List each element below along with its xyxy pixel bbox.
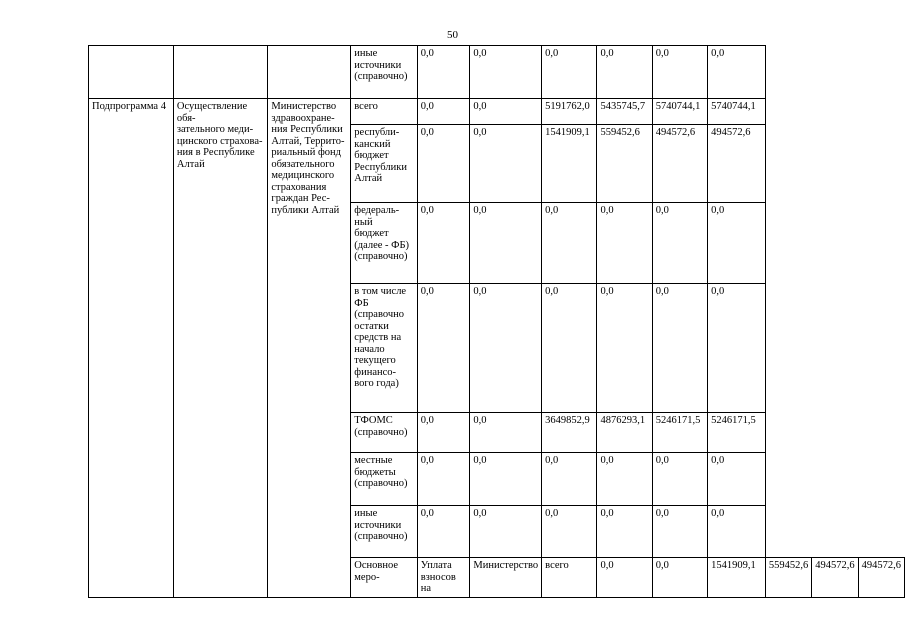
- name-cell: [173, 46, 268, 99]
- value-cell: 0,0: [597, 46, 652, 99]
- value-cell: 0,0: [470, 125, 542, 203]
- subprogram-executor: Министерство здравоохране- ния Республики Алтай, Террито- риальный фонд обязательного медицинского страхования граждан Рес- публики Алтай: [268, 99, 351, 598]
- value-cell: 0,0: [708, 46, 766, 99]
- value-cell: 0,0: [652, 203, 707, 284]
- source-cell: иные источники (справочно): [351, 506, 417, 558]
- table-row: [89, 46, 905, 99]
- value-cell: 0,0: [542, 453, 597, 506]
- value-cell: 0,0: [652, 284, 707, 413]
- value-cell: 0,0: [597, 558, 652, 598]
- value-cell: 0,0: [417, 284, 470, 413]
- value-cell: 0,0: [470, 453, 542, 506]
- value-cell: 494572,6: [652, 125, 707, 203]
- value-cell: 1541909,1: [708, 558, 766, 598]
- value-cell: 0,0: [417, 413, 470, 453]
- page-number: 50: [447, 29, 458, 41]
- program-cell: [89, 46, 174, 99]
- value-cell: 0,0: [597, 506, 652, 558]
- subprogram-name: Осуществление обя- зательного меди- цинского страхова- ния в Республике Алтай: [173, 99, 268, 598]
- value-cell: 0,0: [542, 284, 597, 413]
- program-funding-table: [88, 45, 905, 598]
- value-cell: 494572,6: [708, 125, 766, 203]
- subprogram-label: Подпрограмма 4: [89, 99, 174, 598]
- source-cell: всего: [542, 558, 597, 598]
- source-cell: местные бюджеты (справочно): [351, 453, 417, 506]
- value-cell: 0,0: [652, 453, 707, 506]
- value-cell: 0,0: [652, 46, 707, 99]
- value-cell: 5246171,5: [652, 413, 707, 453]
- value-cell: 559452,6: [765, 558, 811, 598]
- source-cell: иные источники (справочно): [351, 46, 417, 99]
- value-cell: 494572,6: [812, 558, 858, 598]
- source-cell: республи- канский бюджет Республики Алтай: [351, 125, 417, 203]
- executor-cell: [268, 46, 351, 99]
- value-cell: 494572,6: [858, 558, 904, 598]
- value-cell: 0,0: [470, 413, 542, 453]
- value-cell: 0,0: [597, 453, 652, 506]
- value-cell: 5740744,1: [708, 99, 766, 125]
- value-cell: 5740744,1: [652, 99, 707, 125]
- value-cell: 0,0: [470, 46, 542, 99]
- source-cell: федераль- ный бюджет (далее - ФБ) (справочно): [351, 203, 417, 284]
- value-cell: 5435745,7: [597, 99, 652, 125]
- value-cell: 559452,6: [597, 125, 652, 203]
- main-activity-label: Основное меро-: [351, 558, 417, 598]
- value-cell: 0,0: [652, 558, 707, 598]
- value-cell: 4876293,1: [597, 413, 652, 453]
- value-cell: 0,0: [470, 203, 542, 284]
- source-cell: в том числе ФБ (справочно остатки средств на начало текущего финансо- вого года): [351, 284, 417, 413]
- value-cell: 5191762,0: [542, 99, 597, 125]
- value-cell: 0,0: [542, 203, 597, 284]
- value-cell: 0,0: [708, 284, 766, 413]
- value-cell: 0,0: [597, 203, 652, 284]
- value-cell: 0,0: [708, 453, 766, 506]
- source-cell: ТФОМС (справочно): [351, 413, 417, 453]
- value-cell: 0,0: [470, 99, 542, 125]
- value-cell: 0,0: [417, 125, 470, 203]
- value-cell: 3649852,9: [542, 413, 597, 453]
- value-cell: 0,0: [708, 203, 766, 284]
- main-activity-name: Уплата взносов на: [417, 558, 470, 598]
- value-cell: 0,0: [417, 46, 470, 99]
- value-cell: 0,0: [417, 506, 470, 558]
- value-cell: 0,0: [542, 46, 597, 99]
- value-cell: 0,0: [542, 506, 597, 558]
- value-cell: 0,0: [417, 203, 470, 284]
- value-cell: 0,0: [597, 284, 652, 413]
- value-cell: 5246171,5: [708, 413, 766, 453]
- table-row: [89, 99, 905, 125]
- value-cell: 0,0: [417, 99, 470, 125]
- value-cell: 0,0: [708, 506, 766, 558]
- value-cell: 0,0: [417, 453, 470, 506]
- value-cell: 0,0: [470, 506, 542, 558]
- source-cell: всего: [351, 99, 417, 125]
- value-cell: 1541909,1: [542, 125, 597, 203]
- value-cell: 0,0: [652, 506, 707, 558]
- main-activity-executor: Министерство: [470, 558, 542, 598]
- value-cell: 0,0: [470, 284, 542, 413]
